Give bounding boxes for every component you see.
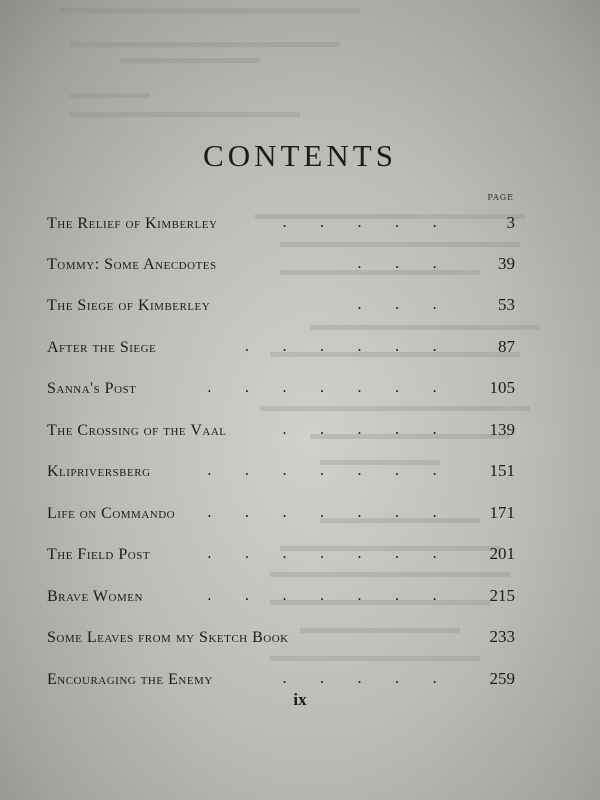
dot-leader: . . . . . . . [207, 378, 451, 396]
list-item [47, 370, 515, 398]
chapter-title: The Crossing of the Vaal [47, 422, 227, 439]
page-number: 201 [489, 544, 515, 563]
dot-leader: . . . [357, 295, 451, 313]
chapter-title: Life on Commando [47, 505, 176, 522]
dot-leader: . . . . . . . [207, 461, 451, 479]
dot-leader: . . . . . [282, 420, 451, 438]
list-item [47, 246, 515, 274]
page-folio: ix [293, 690, 307, 709]
dot-leader: . . . . . . . [207, 503, 451, 521]
dot-leader: . . . . . [282, 669, 451, 687]
chapter-title: After the Siege [47, 339, 157, 356]
chapter-title: Encouraging the Enemy [47, 671, 213, 688]
chapter-title: Tommy: Some Anecdotes [47, 256, 217, 273]
list-item [47, 495, 515, 523]
page-number: 233 [489, 627, 515, 646]
page-number: 39 [498, 254, 515, 273]
page-title: CONTENTS [203, 138, 397, 173]
chapter-title: Sanna's Post [47, 380, 137, 397]
list-item [47, 661, 515, 689]
page-number: 87 [498, 337, 515, 356]
list-item [47, 287, 515, 315]
chapter-title: Brave Women [47, 588, 143, 605]
list-item [47, 205, 515, 233]
dot-leader: . . . . . . . [207, 586, 451, 604]
dot-leader: . . . . . [282, 213, 451, 231]
dot-leader: . . . . . . [244, 337, 451, 355]
page-number: 3 [506, 213, 515, 232]
chapter-title: The Siege of Kimberley [47, 297, 211, 314]
chapter-title: The Relief of Kimberley [47, 215, 218, 232]
page-number: 105 [489, 378, 515, 397]
page-number: 151 [489, 461, 515, 480]
page-number: 259 [489, 669, 515, 688]
list-item [47, 453, 515, 481]
list-item [47, 578, 515, 606]
chapter-title: Klipriversberg [47, 463, 151, 480]
page-number: 139 [489, 420, 515, 439]
list-item [47, 412, 515, 440]
dot-leader: . . . . . . . [207, 544, 451, 562]
chapter-title: Some Leaves from my Sketch Book [47, 629, 289, 646]
page-number: 215 [489, 586, 515, 605]
list-item [47, 619, 515, 647]
dot-leader: . . . [357, 254, 451, 272]
list-item [47, 329, 515, 357]
chapter-title: The Field Post [47, 546, 151, 563]
page-number: 53 [498, 295, 515, 314]
page-number: 171 [489, 503, 515, 522]
page-column-label: PAGE [487, 193, 514, 202]
list-item [47, 536, 515, 564]
